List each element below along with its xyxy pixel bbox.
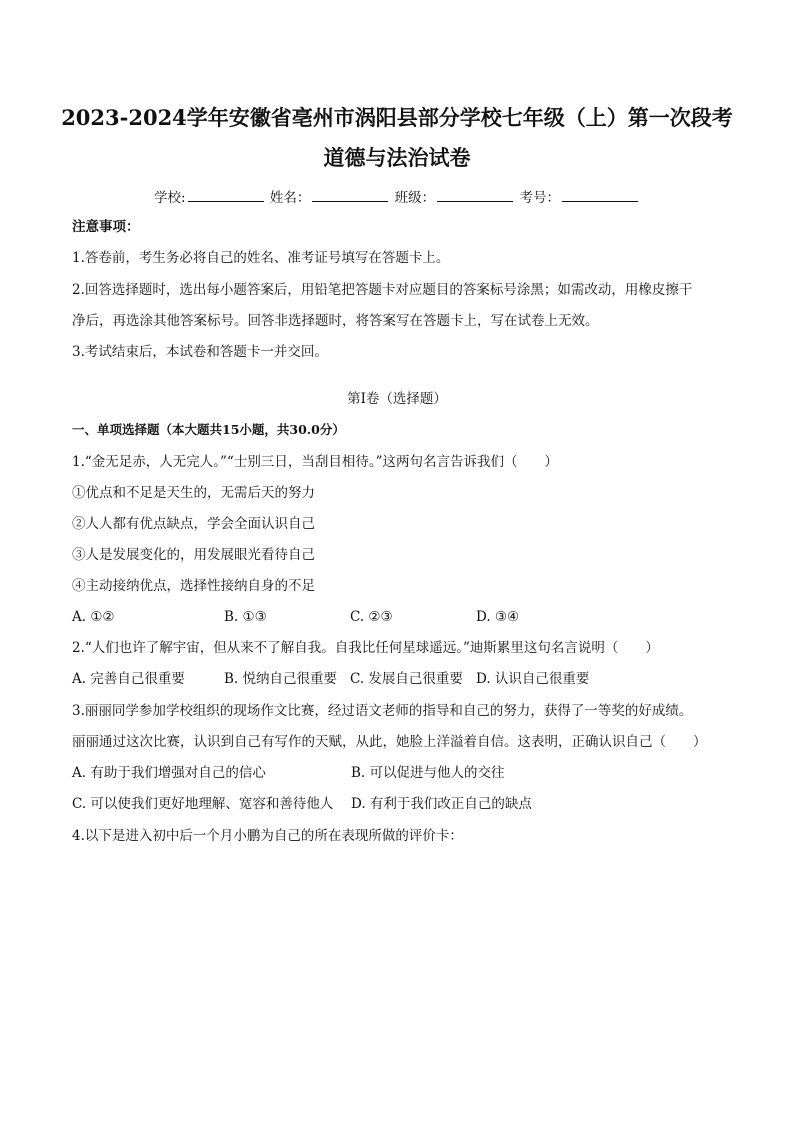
q2-option-a: A. 完善自己很重要	[72, 671, 185, 687]
q1-statement-2: ②人人都有优点缺点，学会全面认识自己	[72, 516, 315, 532]
notice-item-1: 1.答卷前，考生务必将自己的姓名、准考证号填写在答题卡上。	[72, 250, 450, 266]
q3-options-row-2	[72, 794, 732, 814]
section-subtitle: 一、单项选择题（本大题共15小题，共30.0分）	[72, 422, 345, 437]
section-title: 第Ⅰ卷（选择题）	[347, 391, 447, 407]
q3-option-b: B. 可以促进与他人的交往	[351, 765, 505, 781]
class-blank	[437, 189, 513, 202]
q3-option-d: D. 有利于我们改正自己的缺点	[351, 796, 532, 812]
notice-heading: 注意事项：	[72, 219, 140, 235]
q2-stem: 2.“人们也许了解宇宙，但从来不了解自我。自我比任何星球遥远。”迪斯累里这句名言说明（ ）	[72, 640, 659, 656]
q1-statement-3: ③人是发展变化的，用发展眼光看待自己	[72, 547, 315, 563]
number-label: 考号：	[519, 190, 560, 206]
q3-stem-line-2: 丽丽通过这次比赛，认识到自己有写作的天赋，从此，她脸上洋溢着自信。这表明，正确认识自己（ ）	[72, 734, 707, 750]
q2-option-d: D. 认识自己很重要	[476, 671, 590, 687]
q1-stem: 1.“金无足赤，人无完人。”“士别三日，当刮目相待。”这两句名言告诉我们（ ）	[72, 454, 558, 470]
q1-option-d: D. ③④	[476, 609, 520, 625]
q4-stem: 4.以下是进入初中后一个月小鹏为自己的所在表现所做的评价卡：	[72, 828, 463, 844]
name-blank	[312, 189, 388, 202]
q1-options	[72, 607, 732, 627]
number-blank	[562, 189, 638, 202]
q2-options	[72, 669, 732, 689]
notice-item-3: 3.考试结束后，本试卷和答题卡一并交回。	[72, 344, 328, 360]
q1-option-a: A. ①②	[72, 609, 115, 625]
student-info-row	[0, 186, 794, 206]
exam-title-line-1: 2023-2024学年安徽省亳州市涡阳县部分学校七年级（上）第一次段考	[61, 105, 733, 130]
q2-option-b: B. 悦纳自己很重要	[224, 671, 338, 687]
school-label: 学校:	[154, 190, 186, 206]
q3-option-a: A. 有助于我们增强对自己的信心	[72, 765, 266, 781]
name-label: 姓名：	[269, 190, 311, 206]
school-blank	[188, 189, 264, 202]
class-label: 班级：	[394, 190, 436, 206]
q2-option-c: C. 发展自己很重要	[350, 671, 463, 687]
notice-item-2-cont: 净后，再选涂其他答案标号。回答非选择题时，将答案写在答题卡上，写在试卷上无效。	[72, 313, 599, 329]
q3-options-row-1	[72, 763, 732, 783]
notice-item-2: 2.回答选择题时，选出每小题答案后，用铅笔把答题卡对应题目的答案标号涂黑；如需改动，用橡皮擦干	[72, 282, 693, 298]
q3-option-c: C. 可以使我们更好地理解、宽容和善待他人	[72, 796, 334, 812]
q1-statement-1: ①优点和不足是天生的，无需后天的努力	[72, 485, 315, 501]
q1-option-c: C. ②③	[350, 609, 393, 625]
q3-stem-line-1: 3.丽丽同学参加学校组织的现场作文比赛，经过语文老师的指导和自己的努力，获得了一等奖的好成绩。	[72, 703, 693, 719]
q1-option-b: B. ①③	[224, 609, 267, 625]
exam-title-line-2: 道德与法治试卷	[323, 145, 471, 170]
q1-statement-4: ④主动接纳优点，选择性接纳自身的不足	[72, 578, 315, 594]
